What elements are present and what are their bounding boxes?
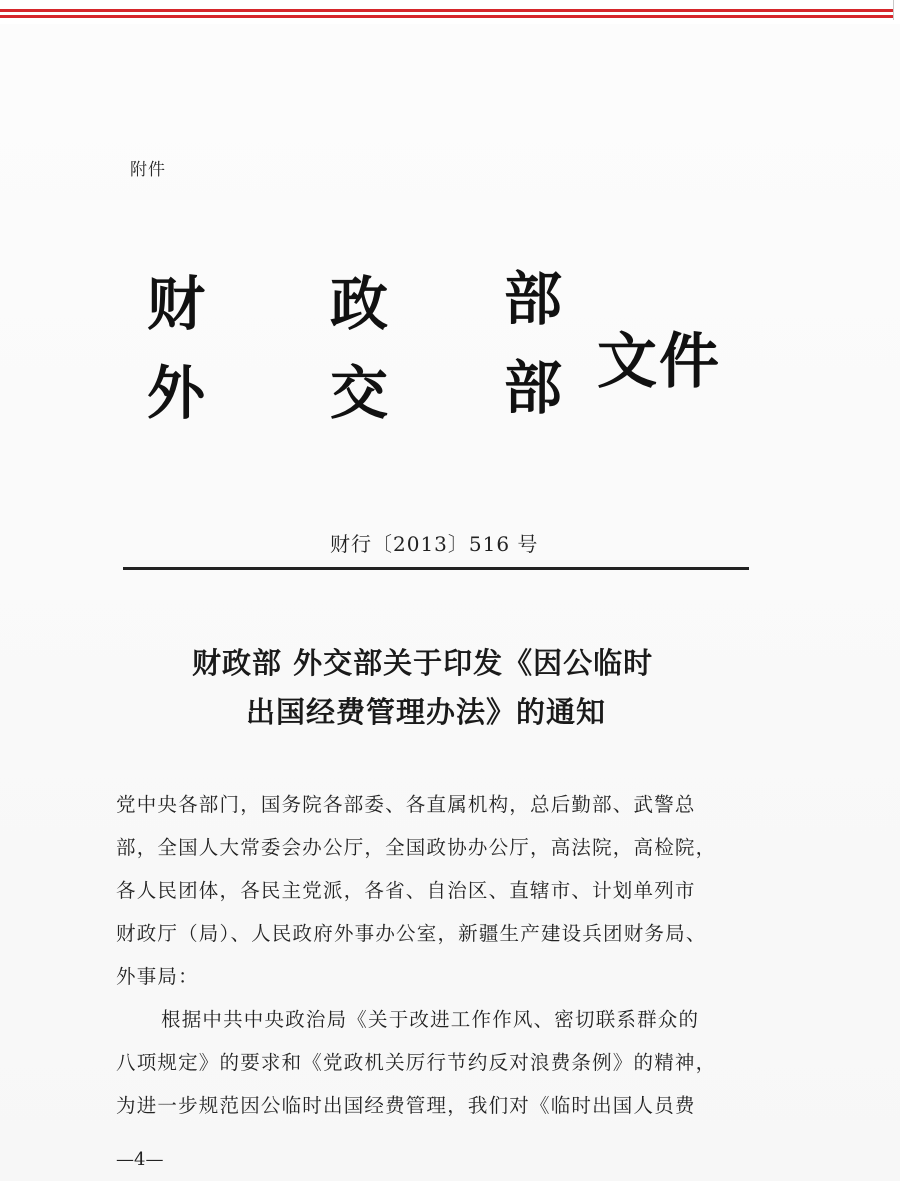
body-line: 各人民团体，各民主党派，各省、自治区、直辖市、计划单列市: [116, 879, 696, 902]
attachment-label: 附件: [130, 160, 166, 180]
document-title-line-2: 出国经费管理办法》的通知: [246, 695, 607, 729]
issuer-char-bu-1: 部: [504, 265, 563, 333]
page-number: —4—: [116, 1149, 164, 1170]
header-divider: [123, 567, 749, 570]
body-line: 党中央各部门，国务院各部委、各直属机构，总后勤部、武警总: [116, 793, 696, 816]
body-line: 财政厅（局）、人民政府外事办公室，新疆生产建设兵团财务局、: [116, 922, 707, 945]
document-page: [0, 24, 900, 1181]
document-number: 财行〔2013〕516 号: [330, 532, 539, 556]
body-line: 外事局：: [116, 965, 199, 988]
red-rule-line-bottom: [0, 15, 893, 18]
page-edge-mark: [893, 0, 894, 20]
body-line: 八项规定》的要求和《党政机关厉行节约反对浪费条例》的精神，: [116, 1051, 717, 1074]
issuer-char-bu-2: 部: [504, 354, 563, 422]
body-line: 为进一步规范因公临时出国经费管理，我们对《临时出国人员费: [116, 1094, 696, 1117]
document-title-line-1: 财政部 外交部关于印发《因公临时: [192, 646, 654, 680]
issuer-char-jiao: 交: [330, 359, 389, 427]
top-red-rule: [0, 0, 900, 22]
body-line: 根据中共中央政治局《关于改进工作作风、密切联系群众的: [161, 1008, 700, 1031]
body-line: 部，全国人大常委会办公厅，全国政协办公厅，高法院，高检院，: [116, 836, 717, 859]
issuer-char-zheng: 政: [330, 270, 389, 338]
issuer-char-cai: 财: [147, 270, 206, 338]
red-rule-line-top: [0, 9, 893, 12]
document-type-label: 文件: [597, 327, 721, 397]
issuer-char-wai: 外: [147, 359, 206, 427]
